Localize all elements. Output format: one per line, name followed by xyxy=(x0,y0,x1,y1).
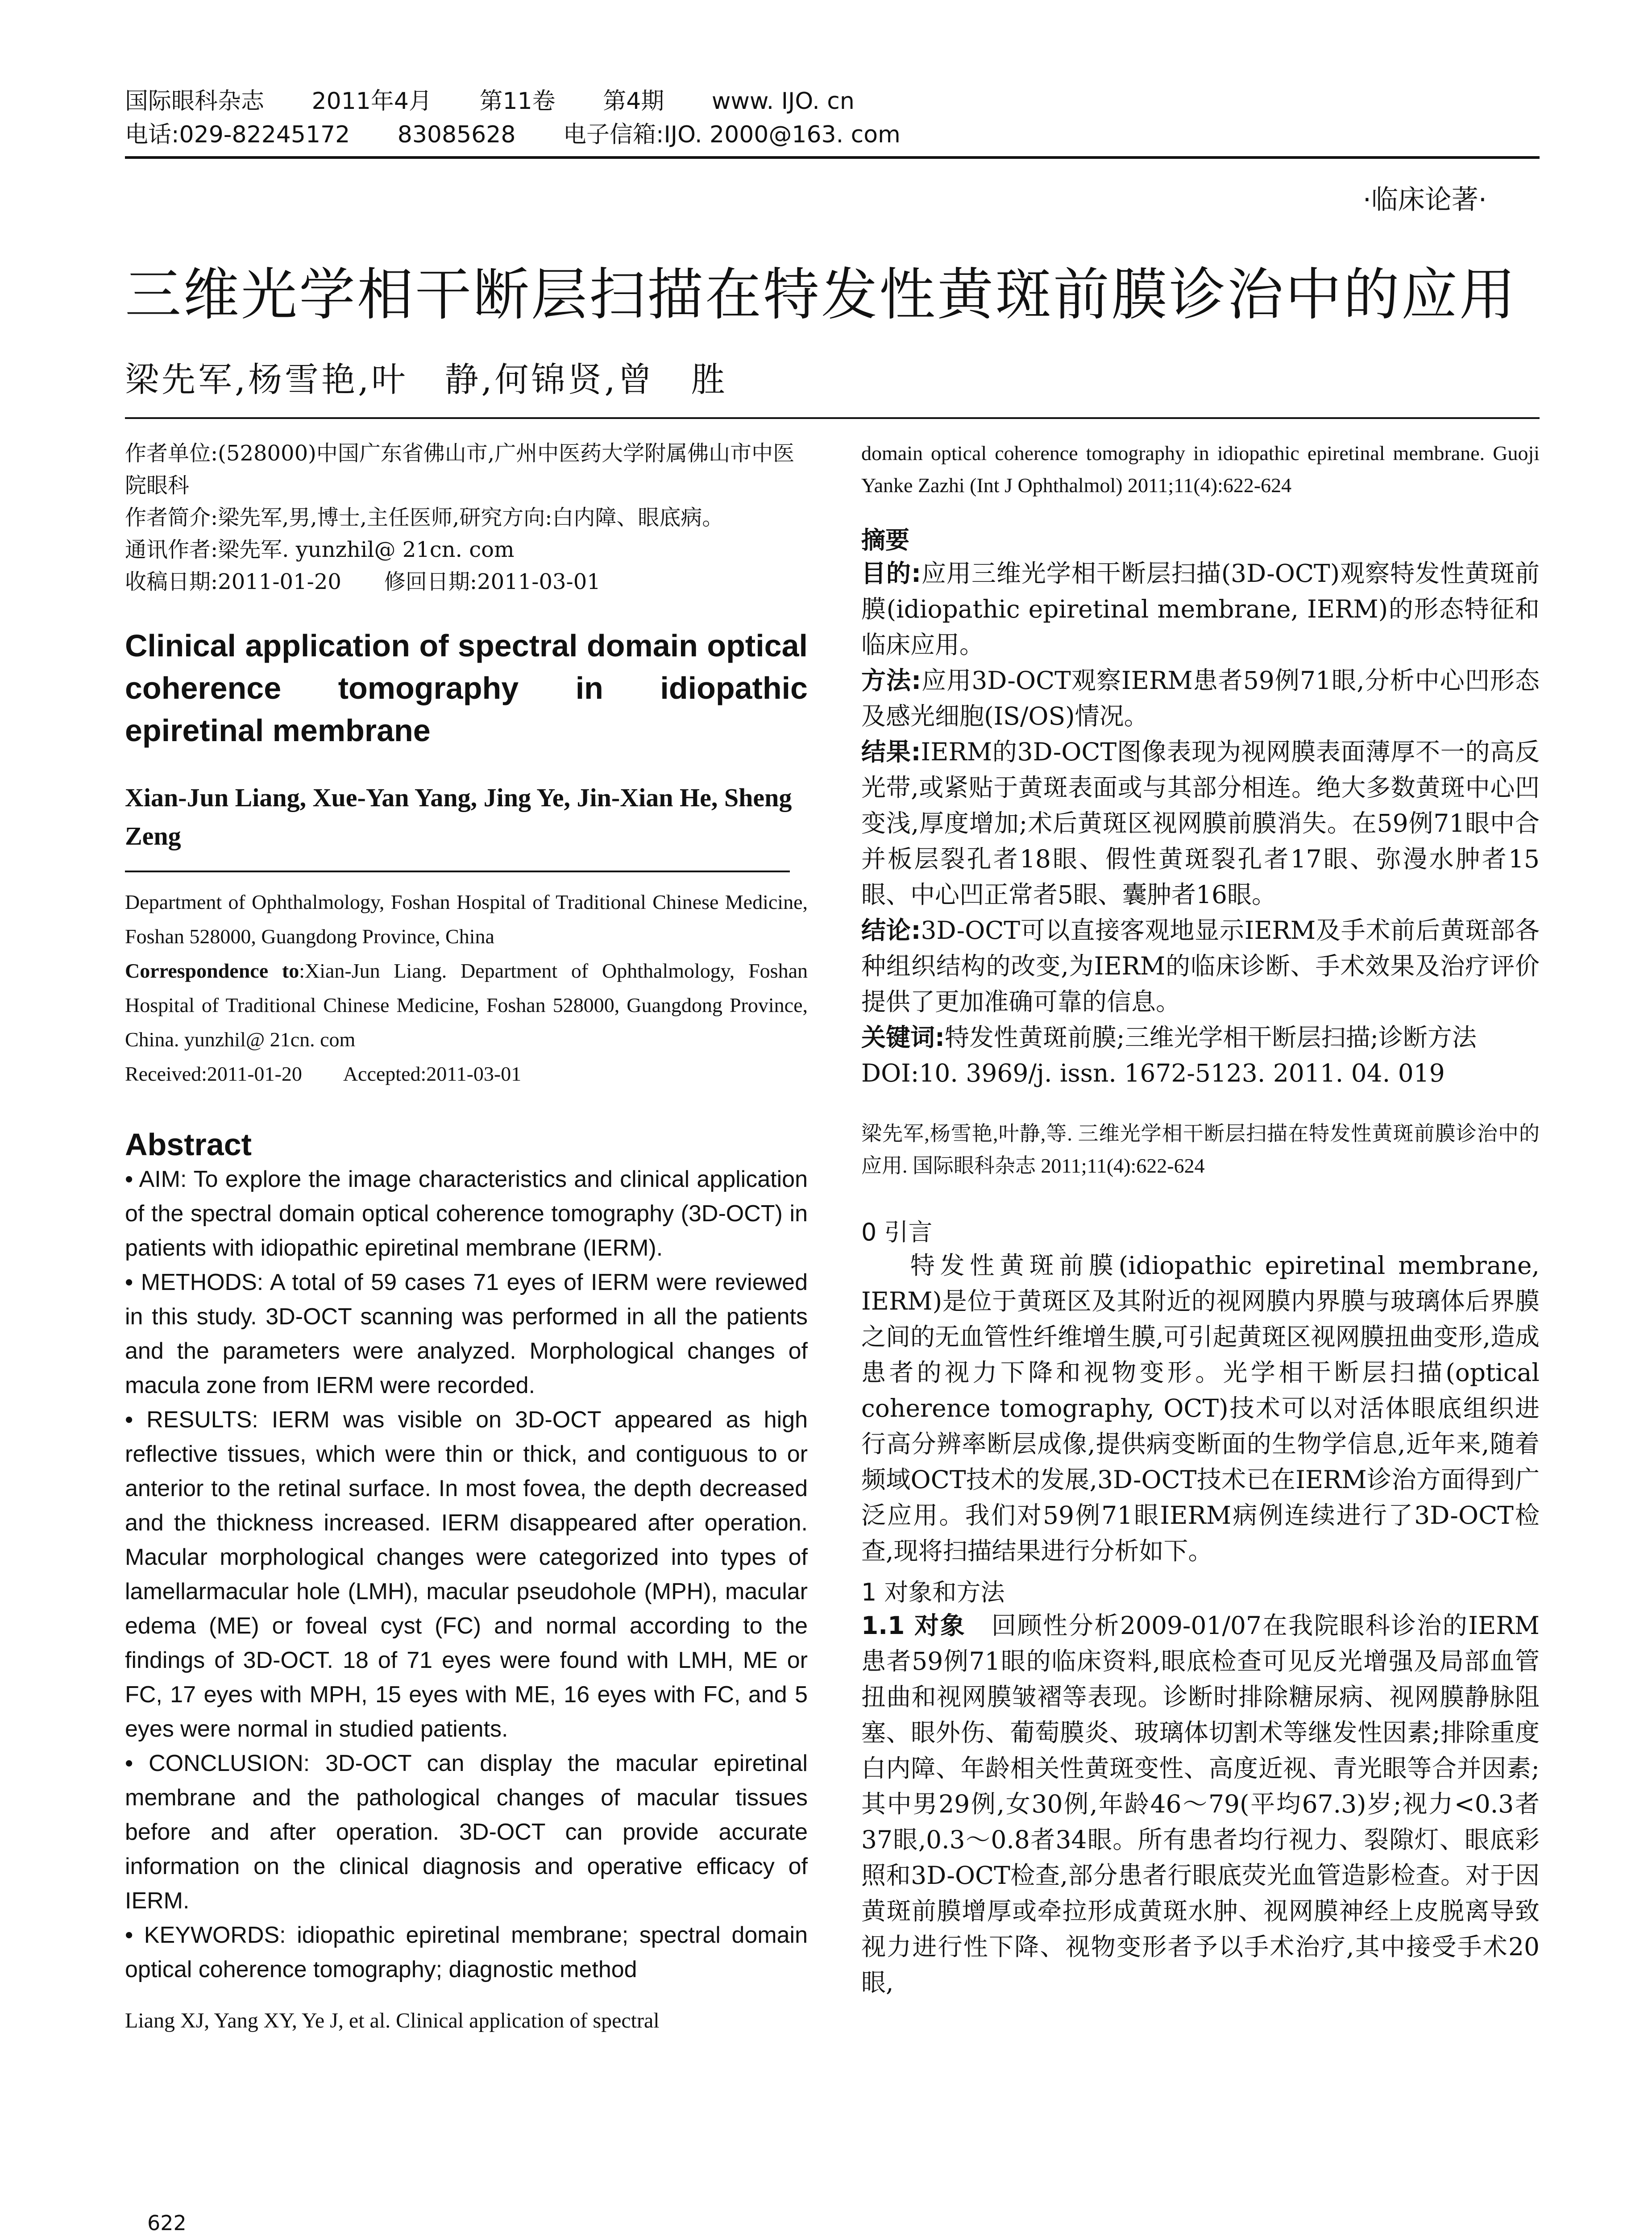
label: 结论: xyxy=(861,916,921,945)
text: 3D-OCT可以直接客观地显示IERM及手术前后黄斑部各种组织结构的改变,为IERM的临床诊断、手术效果及治疗评价提供了更加准确可靠的信息。 xyxy=(861,916,1540,1016)
label: 结果: xyxy=(861,738,921,766)
doi[interactable]: DOI:10. 3969/j. issn. 1672-5123. 2011. 04. 019 xyxy=(861,1059,1445,1087)
text: IERM的3D-OCT图像表现为视网膜表面薄厚不一的高反光带,或紧贴于黄斑表面或与其部分相连。绝大多数黄斑中心凹变浅,厚度增加;术后黄斑区视网膜前膜消失。在59例71眼中合并板层裂孔者18眼、假性黄斑裂孔者17眼、弥漫水肿者15眼、中心凹正常者5眼、囊肿者16眼。 xyxy=(861,738,1540,909)
label: 关键词: xyxy=(861,1023,945,1052)
text: 应用三维光学相干断层扫描(3D-OCT)观察特发性黄斑前膜(idiopathic epiretinal membrane, IERM)的形态特征和临床应用。 xyxy=(861,559,1540,659)
right-column xyxy=(861,437,1540,2000)
cn-abstract-aim xyxy=(861,556,1540,663)
affiliation-block xyxy=(125,437,808,598)
text: 特发性黄斑前膜;三维光学相干断层扫描;诊断方法 xyxy=(945,1023,1477,1052)
title-rule xyxy=(125,417,1540,419)
methods-text xyxy=(861,1608,1540,2000)
journal-name: 国际眼科杂志 xyxy=(125,88,265,115)
divider xyxy=(125,871,790,872)
section-tag: ·临床论著· xyxy=(1362,184,1487,216)
cn-abstract-heading: 摘要 xyxy=(861,526,909,554)
cn-abstract-methods xyxy=(861,663,1540,734)
author-bio: 作者简介:梁先军,男,博士,主任医师,研究方向:白内障、眼底病。 xyxy=(125,505,724,530)
issue-date: 2011年4月 xyxy=(311,88,432,115)
phone: 电话:029-82245172 xyxy=(125,121,350,148)
left-column xyxy=(125,437,808,2037)
english-authors: Xian-Jun Liang, Xue-Yan Yang, Jing Ye, Jin-Xian He, Sheng Zeng xyxy=(125,783,792,850)
label: 目的: xyxy=(861,559,921,588)
abstract-heading: Abstract xyxy=(125,1127,252,1162)
label: 方法: xyxy=(861,666,921,695)
volume: 第11卷 xyxy=(479,88,556,115)
citation-en-start: Liang XJ, Yang XY, Ye J, et al. Clinical application of spectral xyxy=(125,2009,660,2032)
abstract-results: • RESULTS: IERM was visible on 3D-OCT appeared as high reflective tissues, which were thin or thick, and contiguous to or anterior to the retinal surface. In most fovea, the depth decreased and the thickness increased. IERM disappeared after operation. Macular morphological changes were categorized into types of lamellarmacular hole (LMH), macular pseudohole (MPH), macular edema (ME) or foveal cyst (FC) and normal according to the findings of 3D-OCT. 18 of 71 eyes were found with LMH, ME or FC, 17 eyes with MPH, 15 eyes with ME, 16 eyes with FC, and 5 eyes were normal in studied patients. xyxy=(125,1407,808,1742)
website-link[interactable]: www. IJO. cn xyxy=(711,88,855,115)
cn-abstract-conclusion xyxy=(861,912,1540,1020)
citation-en-end: domain optical coherence tomography in idiopathic epiretinal membrane. Guoji Yanke Zazhi (Int J Ophthalmol) 2011;11(4):622-624 xyxy=(861,442,1540,497)
correspondence-label: Correspondence to xyxy=(125,959,299,982)
intro-text: 特发性黄斑前膜(idiopathic epiretinal membrane, IERM)是位于黄斑区及其附近的视网膜内界膜与玻璃体后界膜之间的无血管性纤维增生膜,可引起黄斑区视网膜扭曲变形,造成患者的视力下降和视物变形。光学相干断层扫描(optical coherence tomography, OCT)技术可以对活体眼底组织进行高分辨率断层成像,提供病变断面的生物学信息,近年来,随着频域OCT技术的发展,3D-OCT技术已在IERM诊治方面得到广泛应用。我们对59例71眼IERM病例连续进行了3D-OCT检查,现将扫描结果进行分析如下。 xyxy=(861,1251,1540,1565)
department: Department of Ophthalmology, Foshan Hospital of Traditional Chinese Medicine, Foshan 528000, Guangdong Province, China xyxy=(125,891,808,948)
page-number: 622 xyxy=(147,2211,187,2231)
department-block xyxy=(125,885,808,1091)
citation-cn: 梁先军,杨雪艳,叶静,等. 三维光学相干断层扫描在特发性黄斑前膜诊治中的应用. 国际眼科杂志 2011;11(4):622-624 xyxy=(861,1122,1540,1177)
corresponding-author: 通讯作者:梁先军. yunzhil@ 21cn. com xyxy=(125,537,515,562)
journal-header xyxy=(125,85,941,152)
text: 应用3D-OCT观察IERM患者59例71眼,分析中心凹形态及感光细胞(IS/OS)情况。 xyxy=(861,666,1540,730)
methods-body: 回顾性分析2009-01/07在我院眼科诊治的IERM患者59例71眼的临床资料,眼底检查可见反光增强及局部血管扭曲和视网膜皱褶等表现。诊断时排除糖尿病、视网膜静脉阻塞、眼外伤、葡萄膜炎、玻璃体切割术等继发性因素;排除重度白内障、年龄相关性黄斑变性、高度近视、青光眼等合并因素;其中男29例,女30例,年龄46～79(平均67.3)岁;视力<0.3者37眼,0.3～0.8者34眼。所有患者均行视力、裂隙灯、眼底彩照和3D-OCT检查,部分患者行眼底荧光血管造影检查。对于因黄斑前膜增厚或牵拉形成黄斑水肿、视网膜神经上皮脱离导致视力进行性下降、视物变形者予以手术治疗,其中接受手术20眼, xyxy=(861,1611,1540,1997)
english-title: Clinical application of spectral domain optical coherence tomography in idiopathic epiretinal membrane xyxy=(125,628,808,748)
correspondence xyxy=(125,954,808,1057)
page-title: 三维光学相干断层扫描在特发性黄斑前膜诊治中的应用 xyxy=(125,262,1517,328)
cn-abstract-keywords xyxy=(861,1020,1540,1055)
abstract-methods: • METHODS: A total of 59 cases 71 eyes of IERM were reviewed in this study. 3D-OCT scanning was performed in all the patients and the parameters were analyzed. Morphological changes of macula zone from IERM were recorded. xyxy=(125,1269,808,1398)
phone-2: 83085628 xyxy=(397,121,516,148)
abstract-keywords: • KEYWORDS: idiopathic epiretinal membrane; spectral domain optical coherence tomography; diagnostic method xyxy=(125,1922,808,1982)
intro-heading: 0 引言 xyxy=(861,1218,933,1246)
methods-heading: 1 对象和方法 xyxy=(861,1578,1005,1606)
correspondence-text: :Xian-Jun Liang. Department of Ophthalmology, Foshan Hospital of Traditional Chinese Medicine, Foshan 528000, Guangdong Province, China. yunzhil@ 21cn. com xyxy=(125,959,808,1051)
abstract-aim: • AIM: To explore the image characteristics and clinical application of the spectral domain optical coherence tomography (3D-OCT) in patients with idiopathic epiretinal membrane (IERM). xyxy=(125,1166,808,1261)
abstract-conclusion: • CONCLUSION: 3D-OCT can display the macular epiretinal membrane and the pathological changes of macular tissues before and after operation. 3D-OCT can provide accurate information on the clinical diagnosis and operative efficacy of IERM. xyxy=(125,1750,808,1914)
cn-abstract-results xyxy=(861,734,1540,912)
issue-number: 第4期 xyxy=(603,88,664,115)
authors-cn: 梁先军,杨雪艳,叶 静,何锦贤,曾 胜 xyxy=(125,360,728,399)
dates-cn: 收稿日期:2011-01-20 修回日期:2011-03-01 xyxy=(125,569,601,594)
header-rule xyxy=(125,156,1540,159)
methods-subheading: 1.1 对象 xyxy=(861,1611,966,1640)
received-accepted: Received:2011-01-20 Accepted:2011-03-01 xyxy=(125,1062,522,1085)
email[interactable]: 电子信箱:IJO. 2000@163. com xyxy=(563,121,901,148)
affiliation: 作者单位:(528000)中国广东省佛山市,广州中医药大学附属佛山市中医院眼科 xyxy=(125,441,795,498)
